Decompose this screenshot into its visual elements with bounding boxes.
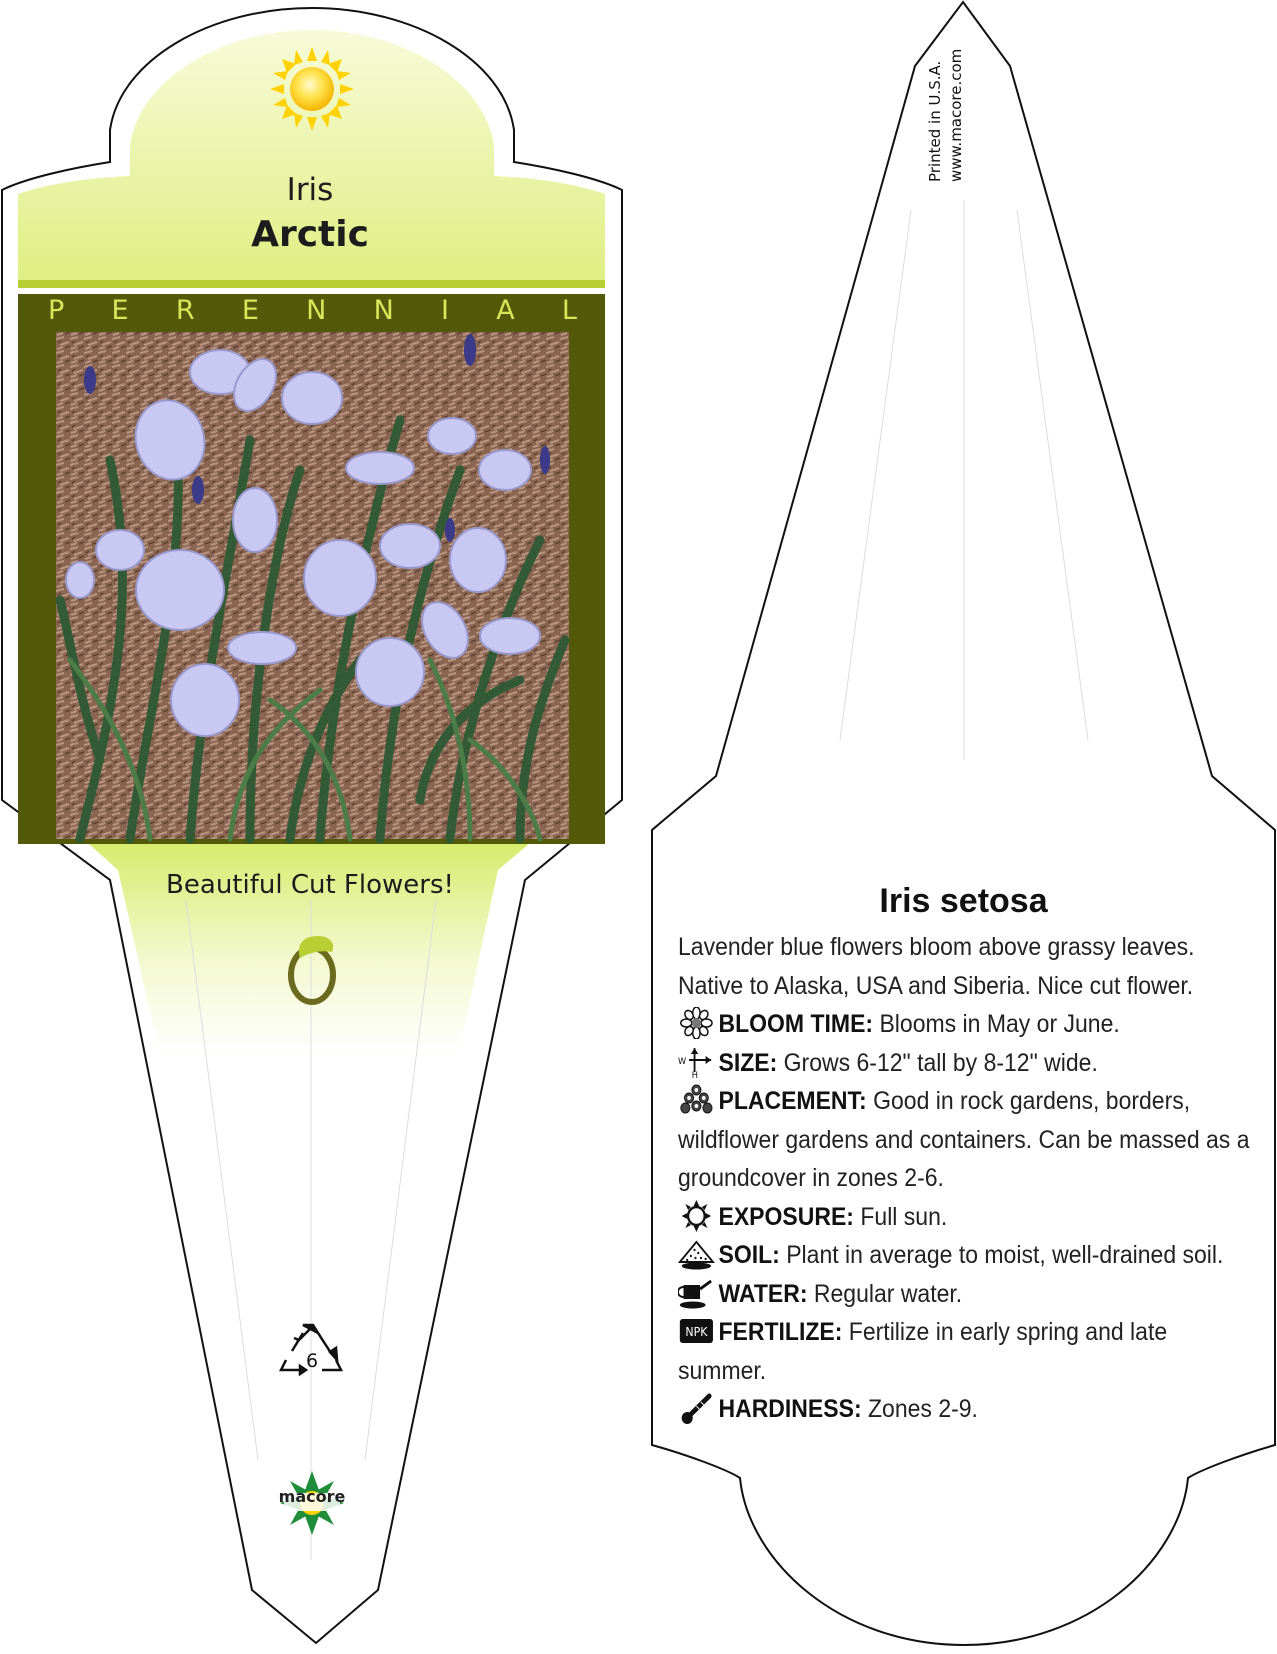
care-text: Good in rock gardens, borders, wildflower gardens and containers. Can be massed as a groundcover in zones 2-6.	[678, 1087, 1250, 1192]
recycle-code: 6	[305, 1350, 319, 1372]
category-label	[48, 295, 578, 326]
care-label: SIZE:	[718, 1048, 778, 1077]
care-text: Fertilize in early spring and late summer.	[678, 1318, 1168, 1385]
cultivar-name: Arctic	[251, 214, 369, 255]
care-label: EXPOSURE:	[718, 1202, 854, 1231]
care-row-bloom	[678, 1005, 1253, 1044]
printed-in: Printed in U.S.A.	[926, 60, 944, 182]
sun-outline-icon	[678, 1200, 715, 1232]
height-letter: H	[691, 1070, 699, 1078]
intro-text: Lavender blue flowers bloom above grassy leaves. Native to Alaska, USA and Siberia. Nice cut flower.	[678, 933, 1195, 1000]
species-name: Iris setosa	[879, 882, 1048, 920]
category-letter: I	[441, 295, 450, 326]
care-label: HARDINESS:	[718, 1395, 862, 1423]
npk-icon	[678, 1315, 715, 1347]
care-row-fertilize	[678, 1313, 1253, 1390]
plant-photo	[56, 332, 569, 839]
tagline: Beautiful Cut Flowers!	[166, 870, 454, 900]
category-letter: P	[48, 295, 66, 326]
watering-can-icon	[678, 1277, 715, 1309]
category-letter: N	[373, 295, 395, 326]
care-text: Plant in average to moist, well-drained soil.	[779, 1241, 1224, 1269]
care-row-exposure	[678, 1198, 1253, 1237]
print-info	[925, 49, 967, 182]
website: www.macore.com	[947, 48, 965, 182]
care-row-size	[678, 1044, 1253, 1083]
care-label: SOIL:	[718, 1241, 780, 1269]
category-letter: A	[496, 295, 516, 326]
care-label: FERTILIZE:	[718, 1318, 843, 1346]
category-letter: E	[241, 295, 260, 326]
care-label: PLACEMENT:	[718, 1087, 867, 1115]
care-text: Blooms in May or June.	[873, 1010, 1120, 1038]
soil-pile-icon	[678, 1238, 715, 1270]
care-description	[678, 928, 1253, 1429]
care-text: Zones 2-9.	[861, 1395, 978, 1423]
thermometer-icon	[678, 1392, 715, 1424]
care-row-placement	[678, 1082, 1253, 1198]
category-letter: L	[561, 295, 578, 326]
width-letter: W	[678, 1056, 687, 1067]
flower-cluster-icon	[678, 1084, 715, 1116]
brand-name: macore	[278, 1487, 346, 1506]
sun-icon	[270, 47, 354, 131]
npk-text: NPK	[685, 1324, 708, 1340]
care-text: Full sun.	[853, 1202, 948, 1231]
category-letter: E	[111, 295, 130, 326]
care-row-hardiness	[678, 1390, 1253, 1429]
genus-name: Iris	[286, 172, 334, 208]
care-label: WATER:	[718, 1279, 808, 1308]
care-label: BLOOM TIME:	[718, 1010, 874, 1038]
size-arrows-icon	[678, 1046, 715, 1078]
category-letter: N	[306, 295, 328, 326]
flower-icon	[678, 1007, 715, 1039]
care-text: Regular water.	[807, 1279, 963, 1308]
care-text: Grows 6-12" tall by 8-12" wide.	[777, 1048, 1098, 1077]
care-row-water	[678, 1275, 1253, 1314]
green-stripe	[18, 280, 605, 288]
care-row-soil	[678, 1236, 1253, 1275]
category-letter: R	[175, 295, 196, 326]
